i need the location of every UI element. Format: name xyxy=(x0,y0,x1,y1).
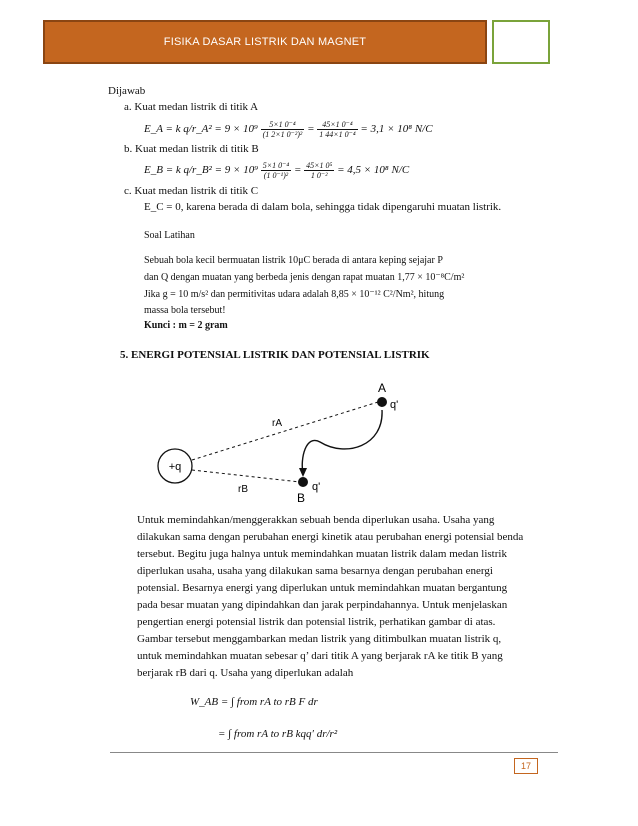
point-a-label: A xyxy=(378,381,387,395)
answer-c-label: c. Kuat medan listrik di titik C xyxy=(124,185,259,197)
paragraph-line: diperlukan usaha, usaha yang dilakukan sama besarnya dengan perubahan energi xyxy=(137,565,493,577)
paragraph-line: tersebut. Begitu juga halnya untuk memindahkan muatan listrik dalam medan listrik xyxy=(137,548,507,560)
answer-intro: Dijawab xyxy=(108,85,146,97)
point-a-dot xyxy=(377,397,387,407)
distance-line-b xyxy=(192,470,300,482)
answer-a-lhs: E_A = k q/r_A² = 9 × 10⁹ xyxy=(144,123,258,136)
movement-arrowhead xyxy=(299,468,307,477)
answer-a-frac1: $\frac{\text{5×1 0⁻⁴}}{\text{(1 2×1 0⁻²)²}}$ xyxy=(262,120,303,139)
paragraph-line: potensial. Besarnya energi yang diperlukan untuk memindahkan muatan bergantung xyxy=(137,582,508,594)
formula-line-1: W_AB = ∫ from rA to rB F dr xyxy=(190,696,318,708)
footer-rule xyxy=(110,752,558,753)
answer-c-text: E_C = 0, karena berada di dalam bola, sehingga tidak dipengaruhi muatan listrik. xyxy=(144,201,502,213)
paragraph-line: untuk memindahkan muatan sebesar q’ dari titik A yang berjarak rA ke titik B yang xyxy=(137,650,503,662)
paragraph-line: pada besar muatan yang dipindahkan dan jarak perpindahannya. Untuk menjelaskan xyxy=(137,599,508,611)
answer-b-formula: E_B = k q/r_B² = 9 × 10⁹ $\frac{\text{5×1 0⁻⁴}}{\text{(1 0⁻¹)²}}$ = $\frac{\text{45×1 0⁵}}{\text{1 0⁻²}}$ = 4,5 × 10⁸ N/C xyxy=(144,161,410,180)
answer-a-label: a. Kuat medan listrik di titik A xyxy=(124,101,259,113)
paragraph-line: Gambar tersebut menggambarkan medan listrik yang ditimbulkan muatan listrik q, xyxy=(137,633,502,645)
charge-diagram xyxy=(150,378,410,506)
exercise-key: Kunci : m = 2 gram xyxy=(144,320,228,331)
distance-line-a xyxy=(192,402,378,460)
point-b-dot xyxy=(298,477,308,487)
q-prime-b-label: q' xyxy=(312,481,321,493)
movement-path xyxy=(302,410,382,474)
body-paragraph xyxy=(137,512,557,682)
answer-a-formula: E_A = k q/r_A² = 9 × 10⁹ $\frac{\text{5×1 0⁻⁴}}{\text{(1 2×1 0⁻²)²}}$ = $\frac{\text{45×1 0⁻⁴}}{\text{1 44×1 0⁻⁴}}$ = 3,1 × 10⁸ N/C xyxy=(144,120,433,139)
answer-b-lhs: E_B = k q/r_B² = 9 × 10⁹ xyxy=(144,164,259,177)
q-prime-a-label: q' xyxy=(390,399,399,411)
exercise-line-3: Jika g = 10 m/s² dan permitivitas udara adalah 8,85 × 10⁻¹² C²/Nm², hitung xyxy=(144,289,445,300)
point-b-label: B xyxy=(297,491,306,505)
exercise-line-4: massa bola tersebut! xyxy=(144,305,226,316)
answer-b-frac1: $\frac{\text{5×1 0⁻⁴}}{\text{(1 0⁻¹)²}}$ xyxy=(262,161,290,180)
exercise-line-2: dan Q dengan muatan yang berbeda jenis dengan rapat muatan 1,77 × 10⁻⁸C/m² xyxy=(144,272,465,283)
r-a-label: rA xyxy=(272,418,282,429)
section-title: 5. ENERGI POTENSIAL LISTRIK DAN POTENSIAL LISTRIK xyxy=(120,349,430,361)
answer-a-frac2: $\frac{\text{45×1 0⁻⁴}}{\text{1 44×1 0⁻⁴}}$ xyxy=(319,120,356,139)
header-title: FISIKA DASAR LISTRIK DAN MAGNET xyxy=(163,36,367,48)
answer-b-frac2: $\frac{\text{45×1 0⁵}}{\text{1 0⁻²}}$ xyxy=(306,161,333,180)
header-corner-box xyxy=(492,20,550,64)
page-number: 17 xyxy=(514,758,538,774)
paragraph-line: Untuk memindahkan/menggerakkan sebuah benda diperlukan usaha. Usaha yang xyxy=(137,514,495,526)
answer-b-label: b. Kuat medan listrik di titik B xyxy=(124,143,259,155)
formula-line-2: = ∫ from rA to rB kqq′ dr/r² xyxy=(218,728,338,740)
exercise-heading: Soal Latihan xyxy=(144,230,195,241)
answer-b-result: = 4,5 × 10⁸ N/C xyxy=(337,164,410,177)
exercise-line-1: Sebuah bola kecil bermuatan listrik 10μC berada di antara keping sejajar P xyxy=(144,255,443,266)
r-b-label: rB xyxy=(238,484,248,495)
header-bar xyxy=(43,20,487,64)
paragraph-line: berjarak rB dari q. Usaha yang diperlukan adalah xyxy=(137,667,354,679)
source-charge-label: +q xyxy=(168,461,182,473)
answer-a-result: = 3,1 × 10⁸ N/C xyxy=(360,123,433,136)
paragraph-line: pengertian energi potensial listrik dan potensial listrik, perhatikan gambar di atas. xyxy=(137,616,496,628)
paragraph-line: dilakukan sama dengan perubahan energi kinetik atau perubahan energi potensial benda xyxy=(137,531,524,543)
